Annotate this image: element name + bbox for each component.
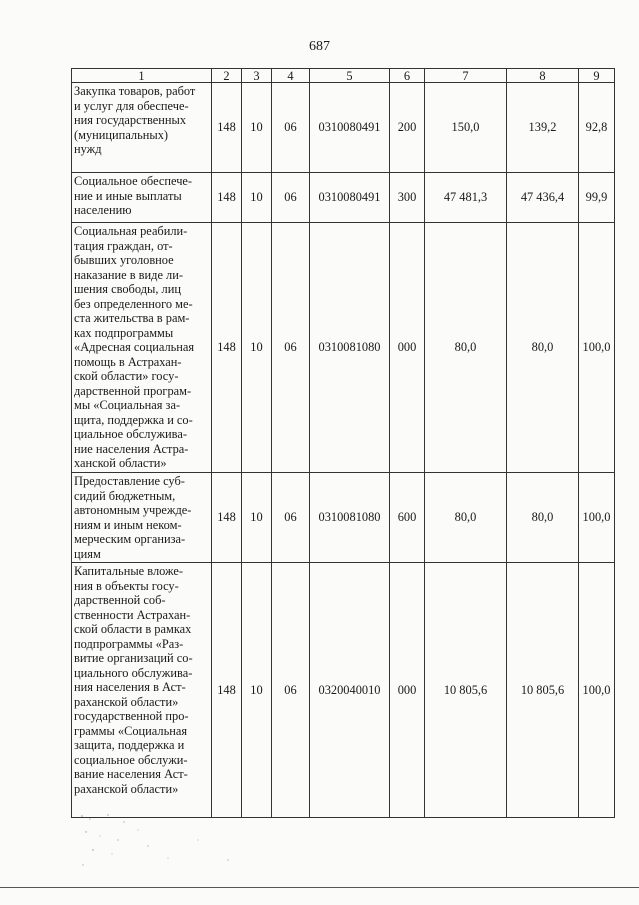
row-name: Социальное обеспече- ние и иные выплаты населению [74, 174, 193, 217]
table-row [72, 563, 615, 818]
cell-section: 10 [242, 563, 272, 818]
cell-actual: 80,0 [507, 223, 579, 473]
cell-target-code: 0310081080 [310, 473, 390, 563]
cell-subsection: 06 [272, 563, 310, 818]
cell-actual: 10 805,6 [507, 563, 579, 818]
col-header-5: 5 [310, 69, 390, 83]
cell-percent: 99,9 [579, 173, 615, 223]
col-header-9: 9 [579, 69, 615, 83]
cell-section: 10 [242, 83, 272, 173]
cell-ministry: 148 [212, 473, 242, 563]
row-name-cell [72, 223, 212, 473]
row-name: Капитальные вложе- ния в объекты госу- дарственной соб- ственности Астрахан- ской области в рамках подпрограммы «Раз- витие организаций со- циального обслужива- ния населения в Аст- раханской области» государственной про- граммы «Социальная защита, поддержка и социальное обслужи- вание населения Аст- раханской области» [74, 564, 193, 796]
cell-ministry: 148 [212, 223, 242, 473]
cell-planned: 10 805,6 [425, 563, 507, 818]
cell-actual: 80,0 [507, 473, 579, 563]
cell-planned: 80,0 [425, 223, 507, 473]
col-header-6: 6 [390, 69, 425, 83]
cell-expense-type: 300 [390, 173, 425, 223]
table-row [72, 173, 615, 223]
cell-ministry: 148 [212, 83, 242, 173]
cell-planned: 47 481,3 [425, 173, 507, 223]
cell-ministry: 148 [212, 563, 242, 818]
cell-ministry: 148 [212, 173, 242, 223]
cell-section: 10 [242, 173, 272, 223]
cell-section: 10 [242, 223, 272, 473]
cell-expense-type: 600 [390, 473, 425, 563]
cell-target-code: 0310080491 [310, 173, 390, 223]
cell-actual: 47 436,4 [507, 173, 579, 223]
cell-target-code: 0320040010 [310, 563, 390, 818]
col-header-7: 7 [425, 69, 507, 83]
cell-percent: 92,8 [579, 83, 615, 173]
cell-section: 10 [242, 473, 272, 563]
cell-planned: 150,0 [425, 83, 507, 173]
cell-percent: 100,0 [579, 563, 615, 818]
row-name-cell [72, 473, 212, 563]
cell-actual: 139,2 [507, 83, 579, 173]
cell-expense-type: 000 [390, 563, 425, 818]
row-name: Предоставление суб- сидий бюджетным, автономным учрежде- ниям и иным неком- мерческим организа- циям [74, 474, 192, 561]
col-header-4: 4 [272, 69, 310, 83]
col-header-8: 8 [507, 69, 579, 83]
cell-target-code: 0310081080 [310, 223, 390, 473]
cell-percent: 100,0 [579, 223, 615, 473]
page-bottom-rule [0, 887, 639, 888]
scan-noise [78, 810, 258, 870]
cell-target-code: 0310080491 [310, 83, 390, 173]
table-row [72, 473, 615, 563]
row-name-cell [72, 83, 212, 173]
cell-subsection: 06 [272, 473, 310, 563]
cell-planned: 80,0 [425, 473, 507, 563]
row-name-cell [72, 563, 212, 818]
table-row [72, 223, 615, 473]
table-row [72, 83, 615, 173]
budget-table [71, 68, 615, 818]
row-name-cell [72, 173, 212, 223]
page-number: 687 [309, 39, 330, 54]
cell-subsection: 06 [272, 223, 310, 473]
cell-percent: 100,0 [579, 473, 615, 563]
col-header-1: 1 [72, 69, 212, 83]
col-header-3: 3 [242, 69, 272, 83]
cell-expense-type: 200 [390, 83, 425, 173]
row-name: Социальная реабили- тация граждан, от- бывших уголовное наказание в виде ли- шения свободы, лиц без определенного ме- ста жительства в рам- ках подпрограммы «Адресная социальная помощь в Астрахан- ской области» госу- дарственной програм- мы «Социальная за- щита, поддержка и со- циальное обслужива- ние населения Астра- ханской области» [74, 224, 195, 470]
row-name: Закупка товаров, работ и услуг для обеспече- ния государственных (муниципальных) нужд [74, 84, 196, 156]
cell-subsection: 06 [272, 83, 310, 173]
col-header-2: 2 [212, 69, 242, 83]
cell-expense-type: 000 [390, 223, 425, 473]
header-row [72, 69, 615, 83]
cell-subsection: 06 [272, 173, 310, 223]
